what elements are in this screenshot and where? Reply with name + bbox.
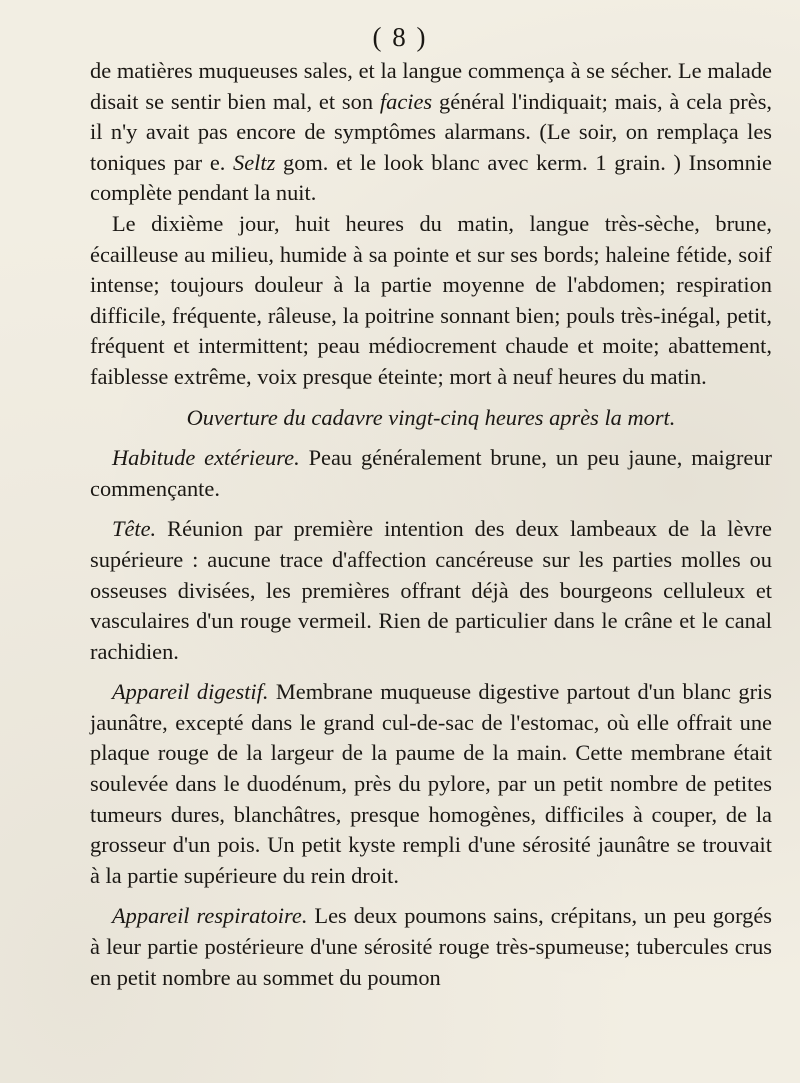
- body-text: [90, 56, 772, 993]
- italic-term-seltz: Seltz: [233, 149, 276, 175]
- section-heading: Ouverture du cadavre vingt-cinq heures après la mort.: [186, 404, 676, 430]
- paragraph-lead: Appareil respiratoire.: [112, 903, 308, 929]
- text-run: gom. et le look blanc avec kerm. 1 grain. ) Insomnie complète pendant la nuit.: [90, 149, 772, 206]
- text-run: Membrane muqueuse digestive partout d'un blanc gris jaunâtre, excepté dans le grand cul-de-sac de l'estomac, où elle offrait une plaque rouge de la largeur de la paume de la main. Cette membrane était soulevée dans le duodénum, près du pylore, par un petit nombre de petites tumeurs dures, blanchâtres, presque homogènes, difficiles à couper, de la grosseur d'un pois. Un petit kyste rempli d'une sérosité jaunâtre se trouvait à la partie supérieure du rein droit.: [90, 679, 772, 888]
- paragraph-appareil-respiratoire: [90, 901, 772, 993]
- paragraph-continuation: [90, 56, 772, 209]
- paragraph-lead: Appareil digestif.: [112, 679, 269, 705]
- paragraph-habitude: [90, 443, 772, 504]
- text-run: Les deux poumons sains, crépitans, un peu gorgés à leur partie postérieure d'une sérosité rouge très-spumeuse; tubercules crus en petit nombre au sommet du poumon: [90, 903, 772, 990]
- paragraph-tete: [90, 514, 772, 667]
- paragraph-lead: Habitude extérieure.: [112, 445, 300, 471]
- text-run: Peau généralement brune, un peu jaune, maigreur commençante.: [90, 445, 773, 501]
- paragraph-lead: Tête.: [112, 516, 157, 542]
- text-run: Réunion par première intention des deux lambeaux de la lèvre supérieure : aucune trace d'affection cancéreuse sur les parties molles ou osseuses divisées, les premières offrant déjà des bourgeons celluleux et vasculaires d'un rouge vermeil. Rien de particulier dans le crâne et le canal rachidien.: [90, 516, 772, 664]
- paragraph-appareil-digestif: [90, 677, 772, 891]
- text-run: de matières muqueuses sales, et la langue commença à se sécher. Le malade disait se sentir bien mal, et son: [90, 58, 772, 114]
- page-number: ( 8 ): [372, 22, 428, 52]
- text-run: général l'indiquait; mais, à cela près, il n'y avait pas encore de symptômes alarmans. (Le soir, on remplaça les toniques par e.: [90, 88, 773, 175]
- paragraph-dixieme-jour: Le dixième jour, huit heures du matin, langue très-sèche, brune, écailleuse au milieu, humide à sa pointe et sur ses bords; haleine fétide, soif intense; toujours douleur à la partie moyenne de l'abdomen; respiration difficile, fréquente, râleuse, la poitrine sonnant bien; pouls très-inégal, petit, fréquent et intermittent; peau médiocrement chaude et moite; abattement, faiblesse extrême, voix presque éteinte; mort à neuf heures du matin.: [90, 210, 772, 389]
- italic-term-facies: facies: [379, 88, 433, 114]
